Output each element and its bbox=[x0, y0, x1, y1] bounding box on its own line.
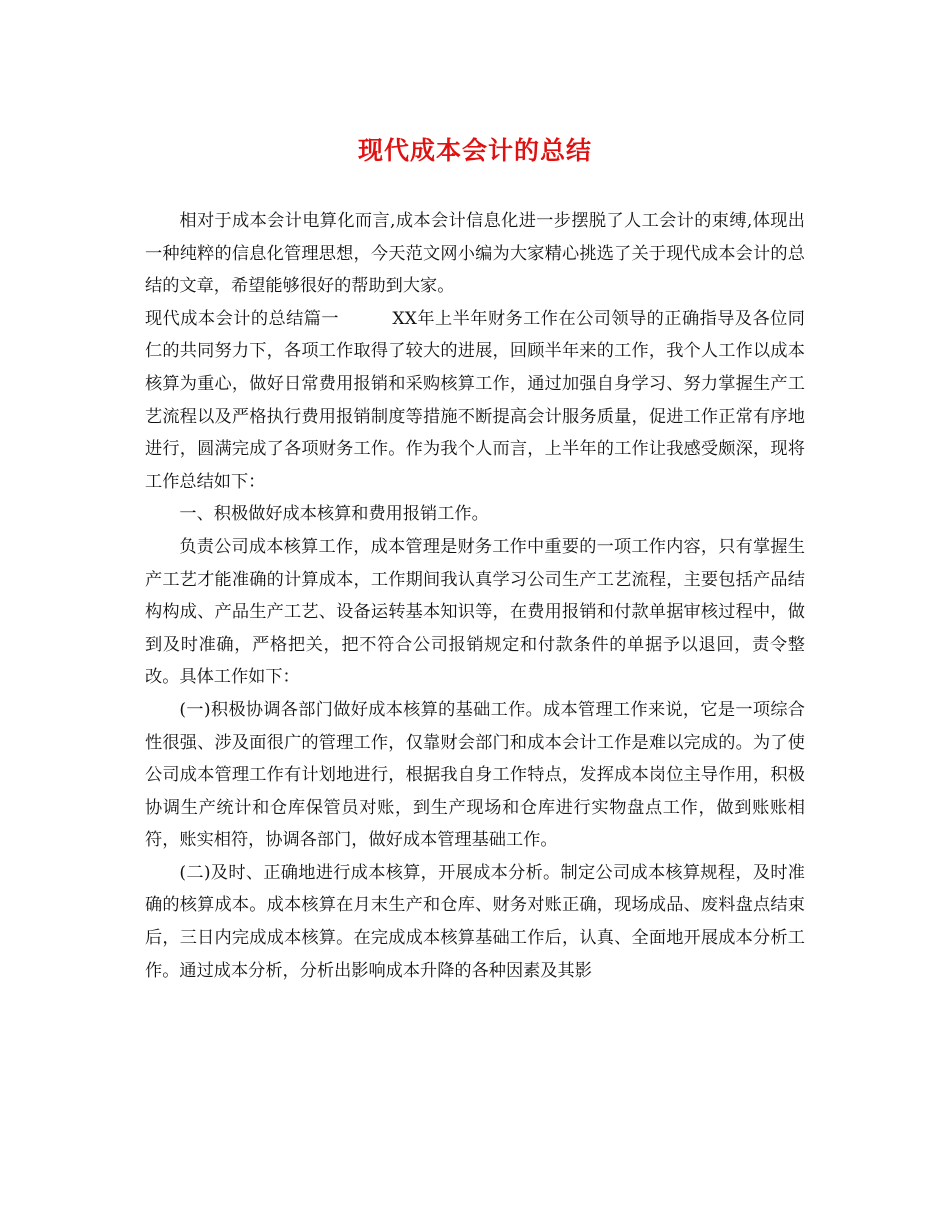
chapter-heading-label: 现代成本会计的总结篇一 bbox=[145, 308, 340, 329]
paragraph-item-2: (二)及时、正确地进行成本核算，开展成本分析。制定公司成本核算规程，及时准确的核算成本。成本核算在月末生产和仓库、财务对账正确，现场成品、废料盘点结束后，三日内完成成本核算。在完成成本核算基础工作后，认真、全面地开展成本分析工作。通过成本分析，分析出影响成本升降的各种因素及其影 bbox=[145, 862, 805, 981]
paragraph-item-1: (一)积极协调各部门做好成本核算的基础工作。成本管理工作来说，它是一项综合性很强、涉及面很广的管理工作，仅靠财会部门和成本会计工作是难以完成的。为了使公司成本管理工作有计划地进行，根据我自身工作特点，发挥成本岗位主导作用，积极协调生产统计和仓库保管员对账，到生产现场和仓库进行实物盘点工作，做到账账相符，账实相符，协调各部门，做好成本管理基础工作。 bbox=[145, 699, 805, 851]
paragraph-section-1-body: 负责公司成本核算工作，成本管理是财务工作中重要的一项工作内容，只有掌握生产工艺才能准确的计算成本，工作期间我认真学习公司生产工艺流程，主要包括产品结构构成、产品生产工艺、设备运转基本知识等，在费用报销和付款单据审核过程中，做到及时准确，严格把关，把不符合公司报销规定和付款条件的单据予以退回，责令整改。具体工作如下： bbox=[145, 536, 805, 688]
section-heading-1: 一、积极做好成本核算和费用报销工作。 bbox=[179, 504, 489, 525]
document-body bbox=[145, 205, 805, 987]
chapter-heading-text: XX年上半年财务工作在公司领导的正确指导及各位同仁的共同努力下，各项工作取得了较大的进展，回顾半年来的工作，我个人工作以成本核算为重心，做好日常费用报销和采购核算工作，通过加强自身学习、努力掌握生产工艺流程以及严格执行费用报销制度等措施不断提高会计服务质量，促进工作正常有序地进行，圆满完成了各项财务工作。作为我个人而言，上半年的工作让我感受颇深，现将工作总结如下： bbox=[145, 308, 805, 492]
document-title: 现代成本会计的总结 bbox=[357, 136, 592, 165]
paragraph-intro: 相对于成本会计电算化而言,成本会计信息化进一步摆脱了人工会计的束缚,体现出一种纯粹的信息化管理思想，今天范文网小编为大家精心挑选了关于现代成本会计的总结的文章，希望能够很好的帮助到大家。 bbox=[145, 211, 805, 297]
paragraph-chapter-heading bbox=[145, 303, 805, 499]
